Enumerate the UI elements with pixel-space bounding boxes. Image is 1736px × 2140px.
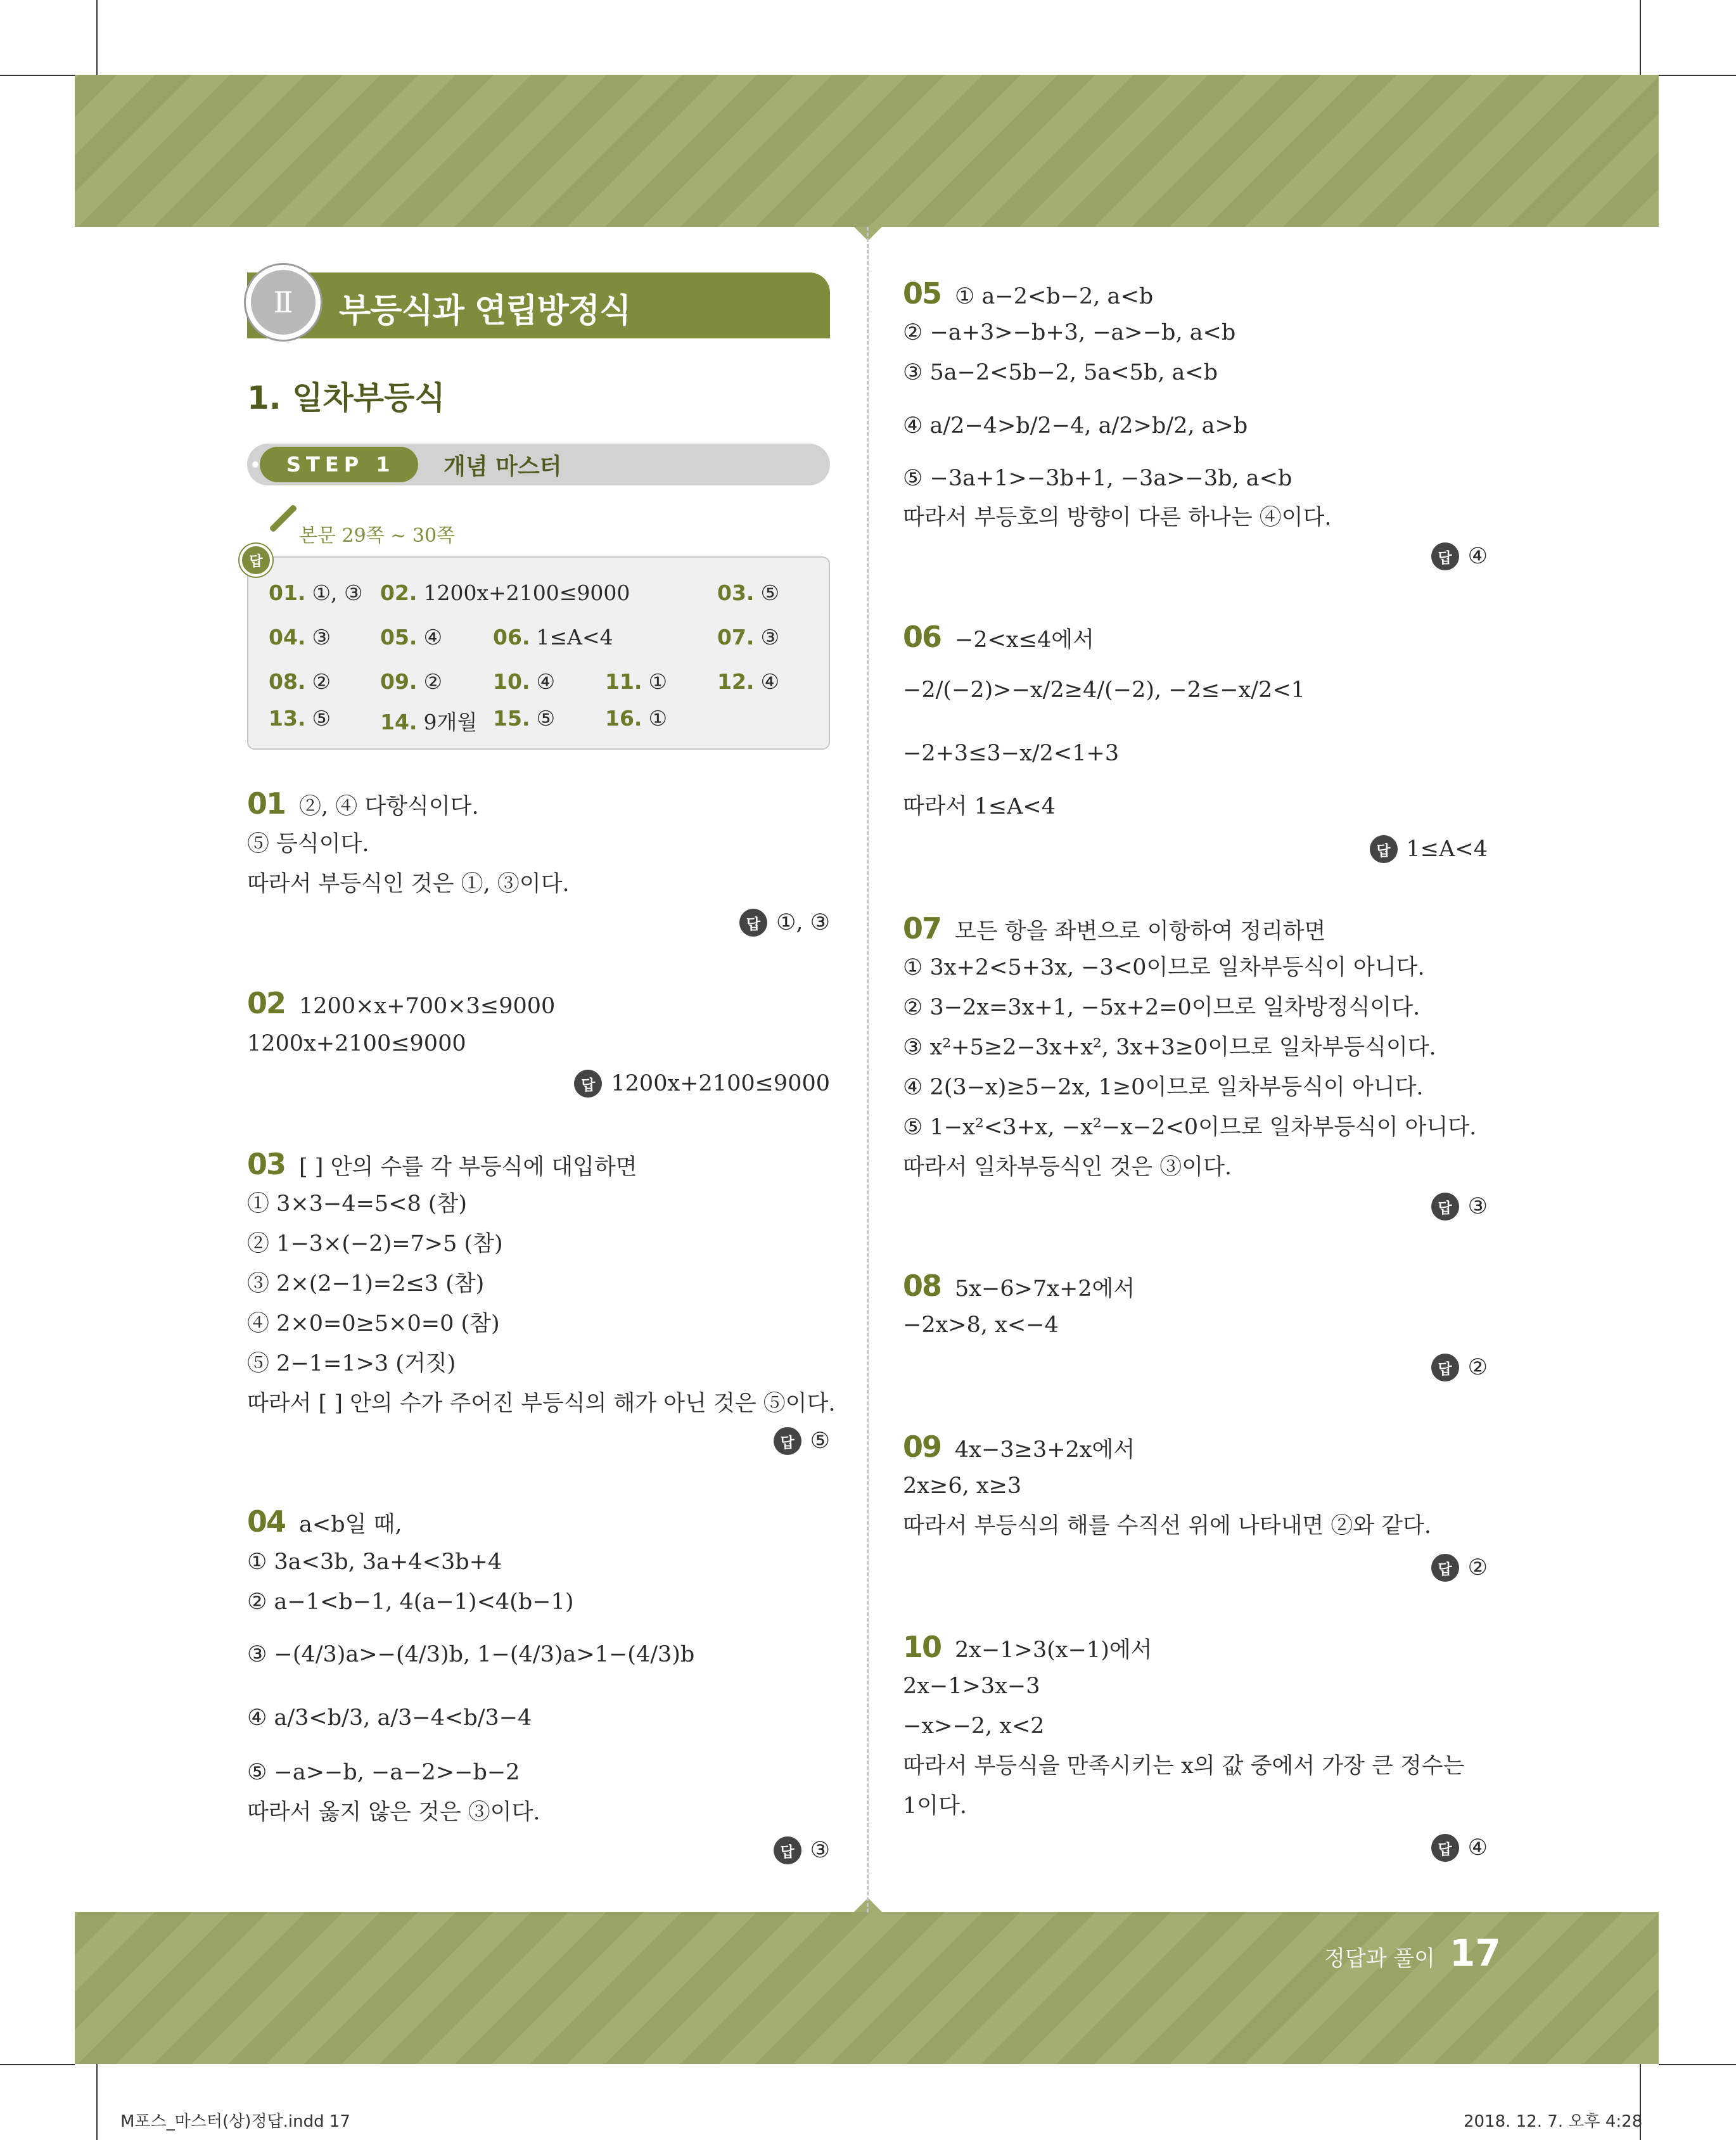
solution-line: −2+3≤3−x/2<1+3 [903,741,1120,766]
solution-line: ③ 2×(2−1)=2≤3 (참) [247,1271,485,1297]
step-dot [252,461,258,468]
solution-line: ④ 2(3−x)≥5−2x, 1≥0이므로 일차부등식이 아니다. [903,1075,1424,1100]
question-number: 03 [247,1147,286,1181]
slug-filename: M포스_마스터(상)정답.indd 17 [120,2112,350,2131]
header-band [75,75,1659,227]
crop-mark [0,2064,75,2065]
solution-line: ① 3×3−4=5<8 (참) [247,1191,468,1217]
solution-line: 09 4x−3≥3+2x에서 [903,1430,1135,1464]
answer-icon: 답 [739,909,767,937]
solution-line: 10 2x−1>3(x−1)에서 [903,1630,1152,1664]
solution-line: 01 ②, ④ 다항식이다. [247,786,479,821]
crop-mark [1659,2064,1736,2065]
solution-line: −x>−2, x<2 [903,1714,1045,1739]
footer-band [75,1912,1659,2064]
solution-line: 따라서 옳지 않은 것은 ③이다. [247,1800,540,1825]
answer-icon: 답 [1431,1834,1459,1862]
solution-line: 따라서 부등식의 해를 수직선 위에 나타내면 ②와 같다. [903,1513,1432,1539]
solution-line: 따라서 1≤A<4 [903,794,1056,819]
answer-row: 답 ③ [774,1836,830,1864]
answer-row: 답 1200x+2100≤9000 [574,1070,830,1098]
answer-key-item: 15. ⑤ [493,706,556,731]
answer-key-item: 04. ③ [269,625,331,650]
solution-line: ④ a/3<b/3, a/3−4<b/3−4 [247,1705,532,1731]
solution-line: −2x>8, x<−4 [903,1312,1059,1338]
answer-key-item: 07. ③ [717,625,780,650]
chapter-number: Ⅱ [246,265,321,340]
question-number: 06 [903,620,941,654]
answer-row: 답 ④ [1431,542,1488,570]
answer-icon: 답 [1431,1193,1459,1221]
solution-line: ⑤ 2−1=1>3 (거짓) [247,1351,456,1376]
column-divider [867,227,869,1913]
solution-line: 따라서 부등식을 만족시키는 x의 값 중에서 가장 큰 정수는 [903,1753,1465,1779]
slug-date: 2018. 12. 7. 오후 4:28 [1464,2112,1643,2131]
answer-key-item: 09. ② [380,669,443,694]
solution-line: 2x≥6, x≥3 [903,1473,1022,1499]
answer-row: 답 1≤A<4 [1370,835,1488,863]
solution-line: ① 3a<3b, 3a+4<3b+4 [247,1549,502,1575]
crop-mark [1640,0,1641,75]
solution-line: ② a−1<b−1, 4(a−1)<4(b−1) [247,1589,574,1615]
solution-line: ③ x²+5≥2−3x+x², 3x+3≥0이므로 일차부등식이다. [903,1035,1436,1060]
solution-line: ④ 2×0=0≥5×0=0 (참) [247,1311,500,1336]
question-number: 05 [903,276,941,311]
solution-line: 05 ① a−2<b−2, a<b [903,276,1154,311]
pencil-icon [269,504,297,532]
solution-line: 2x−1>3x−3 [903,1674,1040,1699]
crop-mark [0,75,75,76]
question-number: 07 [903,911,941,945]
answer-key-item: 14. 9개월 [380,710,478,734]
answer-row: 답 ② [1431,1554,1488,1582]
section-title: 1. 일차부등식 [247,380,445,416]
page-reference: 본문 29쪽 ~ 30쪽 [299,525,456,547]
solution-line: 1200x+2100≤9000 [247,1031,466,1056]
answer-key-item: 08. ② [269,669,331,694]
answer-row: 답 ①, ③ [739,909,830,937]
solution-line: 06 −2<x≤4에서 [903,620,1094,654]
solution-line: 08 5x−6>7x+2에서 [903,1269,1135,1303]
answer-key-item: 05. ④ [380,625,443,650]
step-subtitle: 개념 마스터 [444,454,562,480]
solution-line: 02 1200×x+700×3≤9000 [247,986,556,1020]
footer-title: 정답과 풀이 [1324,1946,1436,1971]
solution-line: ② −a+3>−b+3, −a>−b, a<b [903,320,1236,345]
solution-line: 03 [ ] 안의 수를 각 부등식에 대입하면 [247,1147,637,1181]
answer-icon: 답 [774,1427,801,1455]
answer-row: 답 ⑤ [774,1427,830,1455]
solution-line: 1이다. [903,1793,967,1819]
answer-icon: 답 [1431,1354,1459,1381]
solution-line: ④ a/2−4>b/2−4, a/2>b/2, a>b [903,413,1248,439]
answer-icon: 답 [1431,542,1459,570]
solution-line: 따라서 [ ] 안의 수가 주어진 부등식의 해가 아닌 것은 ⑤이다. [247,1391,836,1416]
answer-key-item: 06. 1≤A<4 [493,625,613,650]
answer-row: 답 ② [1431,1354,1488,1381]
crop-mark [1659,75,1736,76]
question-number: 08 [903,1269,941,1303]
crop-mark [96,2064,98,2140]
step-label: STEP 1 [260,447,418,482]
answer-key-item: 11. ① [605,669,668,694]
chapter-title: 부등식과 연립방정식 [339,292,631,330]
answer-icon: 답 [774,1836,801,1864]
solution-line: ⑤ 등식이다. [247,831,369,857]
question-number: 04 [247,1504,286,1539]
answer-key-item: 02. 1200x+2100≤9000 [380,580,630,605]
answer-badge-icon: 답 [239,544,272,577]
solution-line: 따라서 부등식인 것은 ①, ③이다. [247,871,570,897]
question-number: 09 [903,1430,941,1464]
answer-key-item: 01. ①, ③ [269,580,363,605]
question-number: 01 [247,786,286,821]
answer-icon: 답 [1431,1554,1459,1582]
solution-line: ③ −(4/3)a>−(4/3)b, 1−(4/3)a>1−(4/3)b [247,1642,695,1667]
solution-line: 따라서 일차부등식인 것은 ③이다. [903,1155,1232,1180]
solution-line: ⑤ 1−x²<3+x, −x²−x−2<0이므로 일차부등식이 아니다. [903,1115,1477,1140]
answer-row: 답 ③ [1431,1193,1488,1221]
solution-line: ① 3x+2<5+3x, −3<0이므로 일차부등식이 아니다. [903,955,1425,980]
answer-icon: 답 [574,1070,602,1098]
solution-line: 04 a<b일 때, [247,1504,402,1539]
solution-line: ⑤ −3a+1>−3b+1, −3a>−3b, a<b [903,466,1292,491]
answer-key-item: 16. ① [605,706,668,731]
page-number: 17 [1450,1932,1501,1975]
answer-key-item: 03. ⑤ [717,580,780,605]
question-number: 10 [903,1630,941,1664]
answer-key-item: 13. ⑤ [269,706,331,731]
answer-key-item: 10. ④ [493,669,556,694]
answer-key-item: 12. ④ [717,669,780,694]
crop-mark [96,0,98,75]
solution-line: 따라서 부등호의 방향이 다른 하나는 ④이다. [903,505,1332,530]
question-number: 02 [247,986,286,1020]
solution-line: ⑤ −a>−b, −a−2>−b−2 [247,1760,520,1785]
answer-row: 답 ④ [1431,1834,1488,1862]
solution-line: ② 1−3×(−2)=7>5 (참) [247,1231,503,1257]
solution-line: ② 3−2x=3x+1, −5x+2=0이므로 일차방정식이다. [903,995,1420,1020]
answer-icon: 답 [1370,835,1398,863]
solution-line: 07 모든 항을 좌변으로 이항하여 정리하면 [903,911,1326,945]
solution-line: −2/(−2)>−x/2≥4/(−2), −2≤−x/2<1 [903,677,1305,703]
solution-line: ③ 5a−2<5b−2, 5a<5b, a<b [903,360,1218,385]
